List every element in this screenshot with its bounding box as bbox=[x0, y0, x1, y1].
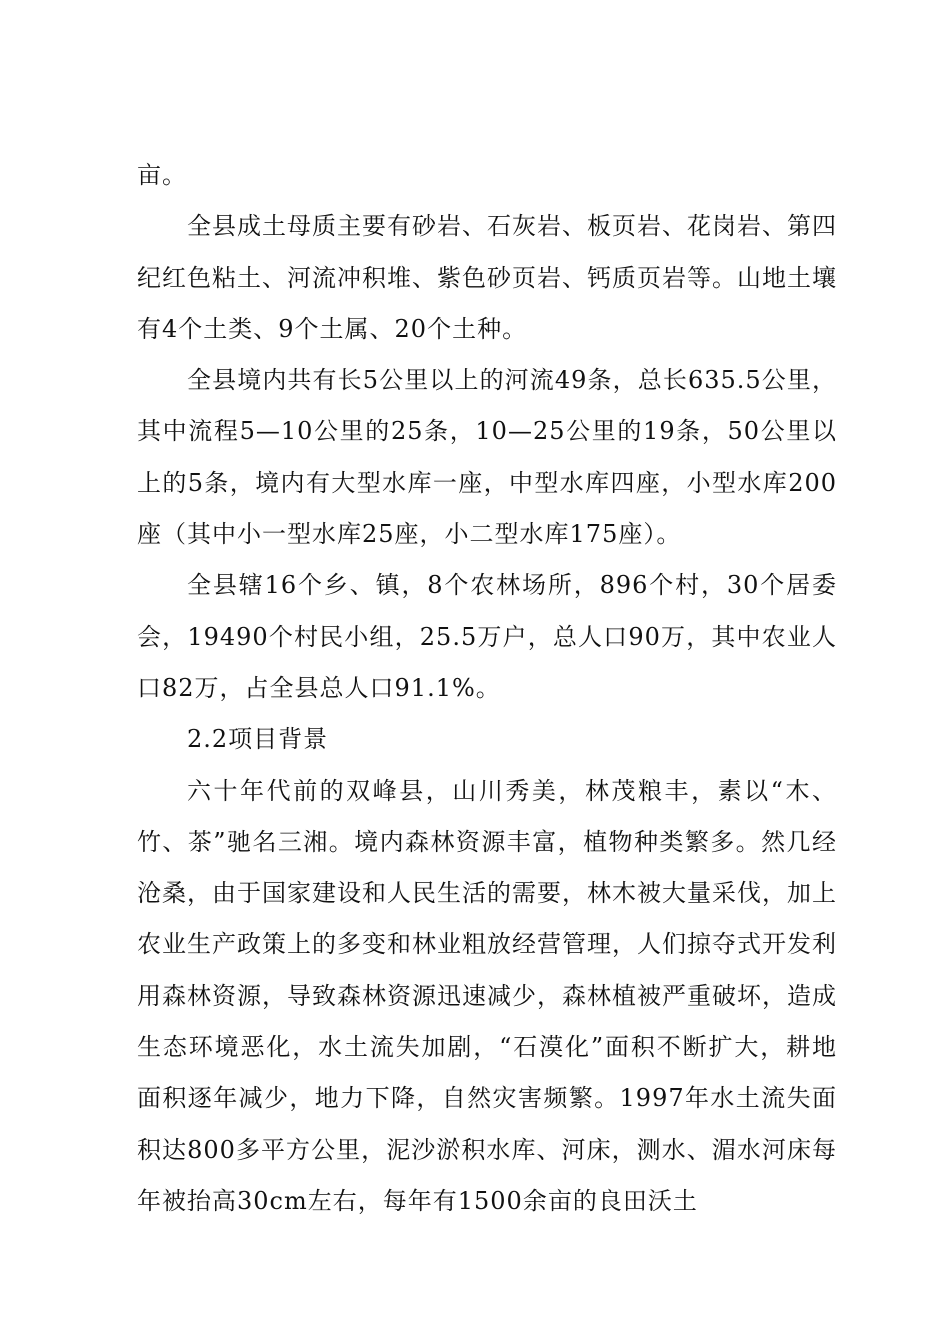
paragraph-soil-parent-material: 全县成土母质主要有砂岩、石灰岩、板页岩、花岗岩、第四纪红色粘土、河流冲积堆、紫色砂页岩、钙质页岩等。山地土壤有4个土类、9个土属、20个土种。 bbox=[137, 212, 837, 343]
paragraph-project-background: 六十年代前的双峰县，山川秀美，林茂粮丰，素以“木、竹、茶”驰名三湘。境内森林资源丰富，植物种类繁多。然几经沧桑，由于国家建设和人民生活的需要，林木被大量采伐，加上农业生产政策上的多变和林业粗放经营管理，人们掠夺式开发利用森林资源，导致森林资源迅速减少，森林植被严重破坏，造成生态环境恶化，水土流失加剧，“石漠化”面积不断扩大，耕地面积逐年减少，地力下降，自然灾害频繁。1997年水土流失面积达800多平方公里，泥沙淤积水库、河床，测水、湄水河床每年被抬高30cm左右，每年有1500余亩的良田沃土 bbox=[137, 776, 837, 1215]
paragraph-administration-population: 全县辖16个乡、镇，8个农林场所，896个村，30个居委会，19490个村民小组，25.5万户，总人口90万，其中农业人口82万，占全县总人口91.1%。 bbox=[137, 571, 837, 702]
document-body bbox=[137, 150, 837, 1227]
paragraph-rivers-reservoirs: 全县境内共有长5公里以上的河流49条，总长635.5公里，其中流程5—10公里的25条，10—25公里的19条，50公里以上的5条，境内有大型水库一座，中型水库四座，小型水库200座（其中小一型水库25座，小二型水库175座）。 bbox=[137, 366, 837, 549]
paragraph-continuation: 亩。 bbox=[137, 161, 187, 189]
section-heading: 2.2项目背景 bbox=[187, 725, 329, 754]
